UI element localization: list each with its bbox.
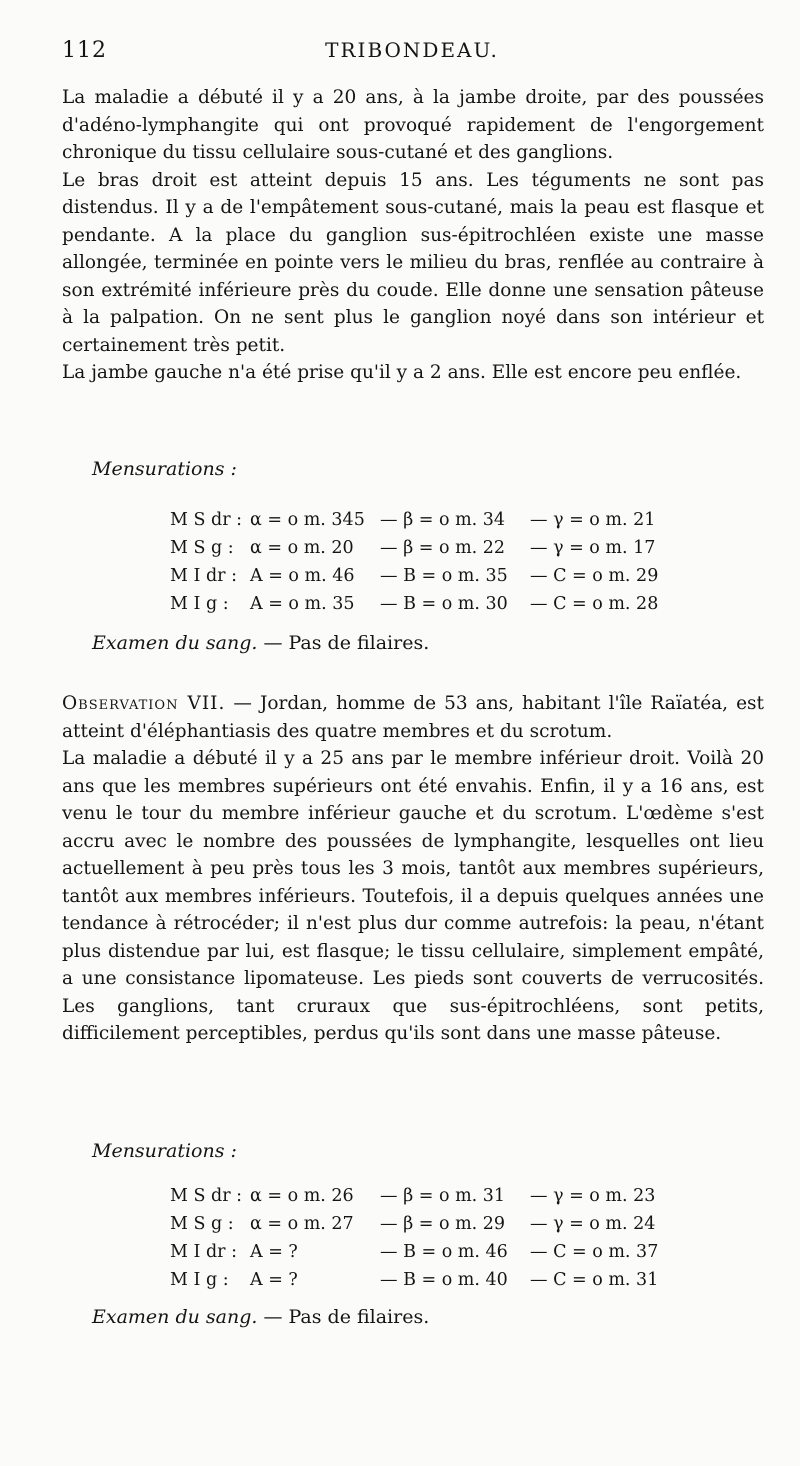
- table-cell: M I g :: [170, 594, 229, 614]
- table-cell: — β = o m. 29: [380, 1214, 506, 1234]
- table-cell: — B = o m. 46: [380, 1242, 508, 1262]
- table-cell: — β = o m. 31: [380, 1186, 506, 1206]
- mensurations-heading: Mensurations :: [92, 1140, 237, 1162]
- table-cell: M I dr :: [170, 566, 237, 586]
- paragraph: La maladie a débuté il y a 20 ans, à la jambe droite, par des poussées d'adéno-lymphangite qui ont provoqué rapidement de l'engorgement chronique du tissu cellulaire sous-cutané et des ganglions.: [62, 87, 764, 163]
- table-cell: — B = o m. 35: [380, 566, 508, 586]
- table-cell: α = o m. 20: [250, 538, 354, 558]
- blood-exam-label: Examen du sang.: [92, 632, 258, 654]
- paragraph: Le bras droit est atteint depuis 15 ans. Les téguments ne sont pas distendus. Il y a de l'empâtement sous-cutané, mais la peau est flasque et pendante. A la place du ganglion sus-épitrochléen existe une masse allongée, terminée en pointe vers le milieu du bras, renflée au contraire à son extrémité inférieure près du coude. Elle donne une sensation pâteuse à la palpation. On ne sent plus le ganglion noyé dans son intérieur et certainement très petit.: [62, 169, 764, 356]
- measurements-table-1: [170, 506, 658, 618]
- mensurations-heading: Mensurations :: [92, 458, 237, 480]
- table-cell: α = o m. 26: [250, 1186, 354, 1206]
- observation-title: Observation VII.: [62, 693, 226, 714]
- table-cell: — β = o m. 34: [380, 510, 506, 530]
- observation-intro: — Jordan, homme de 53 ans, habitant l'île Raïatéa, est atteint d'éléphantiasis des quatre membres et du scrotum.: [62, 693, 764, 742]
- blood-exam-result: — Pas de filaires.: [257, 632, 430, 654]
- paragraph: La jambe gauche n'a été prise qu'il y a 2 ans. Elle est encore peu enflée.: [62, 362, 742, 383]
- table-cell: — C = o m. 31: [530, 1270, 659, 1290]
- table-row: [170, 1238, 658, 1266]
- table-cell: — γ = o m. 23: [530, 1186, 656, 1206]
- table-cell: M S dr :: [170, 1186, 243, 1206]
- table-cell: M S dr :: [170, 510, 243, 530]
- observation-vii-text: [62, 690, 764, 1048]
- table-cell: A = ?: [250, 1242, 298, 1262]
- table-row: [170, 562, 658, 590]
- page-header: [62, 38, 762, 68]
- paragraph: [62, 690, 764, 745]
- blood-exam-line: [92, 632, 429, 654]
- table-cell: — C = o m. 28: [530, 594, 659, 614]
- table-cell: — C = o m. 37: [530, 1242, 659, 1262]
- table-row: [170, 590, 658, 618]
- table-cell: — γ = o m. 24: [530, 1214, 656, 1234]
- observation-vi-text: [62, 84, 764, 387]
- table-cell: M I g :: [170, 1270, 229, 1290]
- running-title: TRIBONDEAU.: [325, 38, 499, 62]
- table-cell: — B = o m. 30: [380, 594, 508, 614]
- table-cell: — γ = o m. 21: [530, 510, 656, 530]
- table-cell: α = o m. 27: [250, 1214, 354, 1234]
- table-cell: M S g :: [170, 538, 234, 558]
- table-row: [170, 1182, 658, 1210]
- page-number: 112: [62, 38, 107, 63]
- blood-exam-result: — Pas de filaires.: [257, 1306, 430, 1328]
- table-cell: — C = o m. 29: [530, 566, 659, 586]
- table-cell: — B = o m. 40: [380, 1270, 508, 1290]
- table-row: [170, 1266, 658, 1294]
- blood-exam-label: Examen du sang.: [92, 1306, 258, 1328]
- table-row: [170, 506, 658, 534]
- table-cell: A = o m. 35: [250, 594, 355, 614]
- paragraph: La maladie a débuté il y a 25 ans par le membre inférieur droit. Voilà 20 ans que les membres supérieurs ont été envahis. Enfin, il y a 16 ans, est venu le tour du membre inférieur gauche et du scrotum. L'œdème s'est accru avec le nombre des poussées de lymphangite, lesquelles ont lieu actuellement à peu près tous les 3 mois, tantôt aux membres supérieurs, tantôt aux membres inférieurs. Toutefois, il a depuis quelques années une tendance à rétrocéder; il n'est plus dur comme autrefois: la peau, n'étant plus distendue par lui, est flasque; le tissu cellulaire, simplement empâté, a une consistance lipomateuse. Les pieds sont couverts de verrucosités. Les ganglions, tant cruraux que sus-épitrochléens, sont petits, difficilement perceptibles, perdus qu'ils sont dans une masse pâteuse.: [62, 748, 764, 1044]
- table-cell: — β = o m. 22: [380, 538, 506, 558]
- table-cell: α = o m. 345: [250, 510, 365, 530]
- measurements-table-2: [170, 1182, 658, 1294]
- table-cell: M S g :: [170, 1214, 234, 1234]
- table-cell: A = o m. 46: [250, 566, 355, 586]
- table-cell: — γ = o m. 17: [530, 538, 656, 558]
- blood-exam-line: [92, 1306, 429, 1328]
- table-row: [170, 1210, 658, 1238]
- table-row: [170, 534, 658, 562]
- table-cell: A = ?: [250, 1270, 298, 1290]
- table-cell: M I dr :: [170, 1242, 237, 1262]
